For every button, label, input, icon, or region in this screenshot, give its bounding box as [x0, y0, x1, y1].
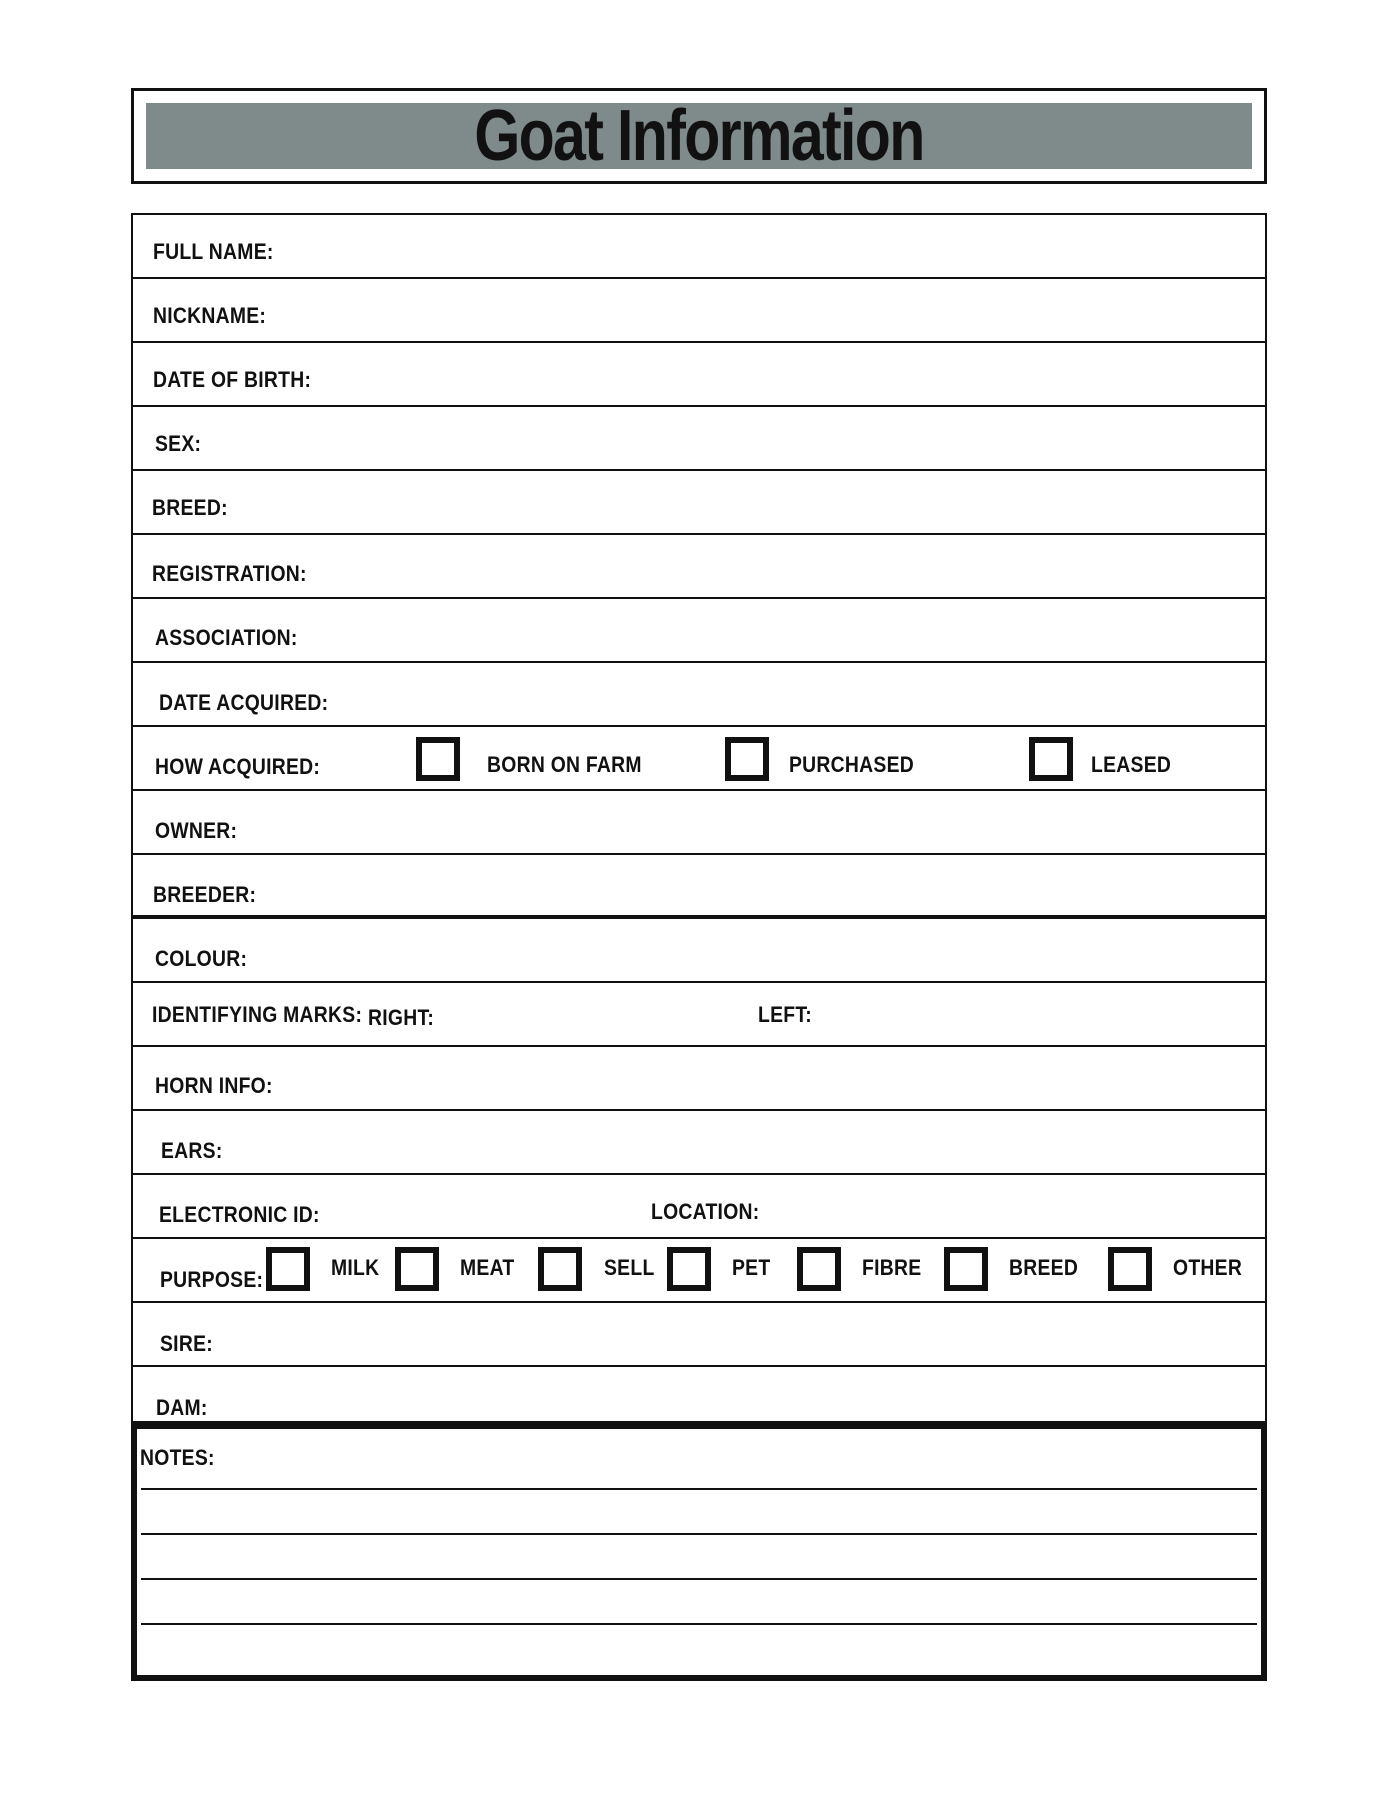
full-name-label: FULL NAME:: [153, 239, 274, 264]
location-label: LOCATION:: [651, 1199, 760, 1224]
purpose-label: PURPOSE:: [160, 1267, 264, 1292]
breed-label: BREED:: [152, 495, 228, 520]
horn-info-label: HORN INFO:: [155, 1073, 273, 1098]
date-of-birth-row[interactable]: [133, 343, 1265, 407]
sire-row[interactable]: [133, 1303, 1265, 1367]
sell-checkbox[interactable]: [538, 1247, 582, 1291]
owner-row[interactable]: [133, 791, 1265, 855]
born-on-farm-label: BORN ON FARM: [487, 752, 642, 777]
meat-label: MEAT: [460, 1255, 515, 1280]
breed-checkbox[interactable]: [944, 1247, 988, 1291]
electronic-id-label: ELECTRONIC ID:: [159, 1202, 320, 1227]
breed-option-label: BREED: [1009, 1255, 1079, 1280]
title-bar: [146, 96, 1252, 176]
identifying-marks-label: IDENTIFYING MARKS:: [152, 1002, 363, 1027]
sire-label: SIRE:: [160, 1331, 213, 1356]
leased-checkbox[interactable]: [1029, 737, 1073, 781]
milk-checkbox[interactable]: [266, 1247, 310, 1291]
identifying-marks-row: [133, 983, 1265, 1047]
breeder-row[interactable]: [133, 855, 1265, 919]
fibre-checkbox[interactable]: [797, 1247, 841, 1291]
goat-info-form: [131, 213, 1267, 1423]
colour-row[interactable]: [133, 919, 1265, 983]
left-marks-label: LEFT:: [758, 1002, 813, 1027]
breed-row[interactable]: [133, 471, 1265, 535]
notes-line[interactable]: [141, 1623, 1257, 1625]
other-label: OTHER: [1173, 1255, 1243, 1280]
date-acquired-row[interactable]: [133, 663, 1265, 727]
dam-label: DAM:: [156, 1395, 208, 1420]
association-row[interactable]: [133, 599, 1265, 663]
other-checkbox[interactable]: [1108, 1247, 1152, 1291]
purchased-checkbox[interactable]: [725, 737, 769, 781]
electronic-id-row: [133, 1175, 1265, 1239]
nickname-label: NICKNAME:: [153, 303, 267, 328]
notes-line[interactable]: [141, 1533, 1257, 1535]
dam-row[interactable]: [133, 1367, 1265, 1431]
notes-line[interactable]: [141, 1578, 1257, 1580]
registration-row[interactable]: [133, 535, 1265, 599]
ears-row[interactable]: [133, 1111, 1265, 1175]
date-acquired-label: DATE ACQUIRED:: [159, 690, 329, 715]
born-on-farm-checkbox[interactable]: [416, 737, 460, 781]
meat-checkbox[interactable]: [395, 1247, 439, 1291]
breeder-label: BREEDER:: [153, 882, 257, 907]
nickname-row[interactable]: [133, 279, 1265, 343]
fibre-label: FIBRE: [862, 1255, 922, 1280]
owner-label: OWNER:: [155, 818, 238, 843]
pet-checkbox[interactable]: [667, 1247, 711, 1291]
page-title: Goat Information: [474, 96, 924, 176]
ears-label: EARS:: [161, 1138, 223, 1163]
title-banner: [131, 88, 1267, 184]
sell-label: SELL: [604, 1255, 655, 1280]
purpose-row: [133, 1239, 1265, 1303]
registration-label: REGISTRATION:: [152, 561, 307, 586]
milk-label: MILK: [331, 1255, 380, 1280]
notes-box[interactable]: [131, 1423, 1267, 1681]
full-name-row[interactable]: [133, 215, 1265, 279]
pet-label: PET: [732, 1255, 771, 1280]
association-label: ASSOCIATION:: [155, 625, 298, 650]
date-of-birth-label: DATE OF BIRTH:: [153, 367, 312, 392]
right-marks-label: RIGHT:: [368, 1005, 435, 1030]
horn-info-row[interactable]: [133, 1047, 1265, 1111]
leased-label: LEASED: [1091, 752, 1172, 777]
colour-label: COLOUR:: [155, 946, 248, 971]
sex-row[interactable]: [133, 407, 1265, 471]
notes-label: NOTES:: [140, 1445, 215, 1470]
how-acquired-label: HOW ACQUIRED:: [155, 754, 321, 779]
notes-line[interactable]: [141, 1488, 1257, 1490]
purchased-label: PURCHASED: [789, 752, 915, 777]
how-acquired-row: [133, 727, 1265, 791]
sex-label: SEX:: [155, 431, 202, 456]
